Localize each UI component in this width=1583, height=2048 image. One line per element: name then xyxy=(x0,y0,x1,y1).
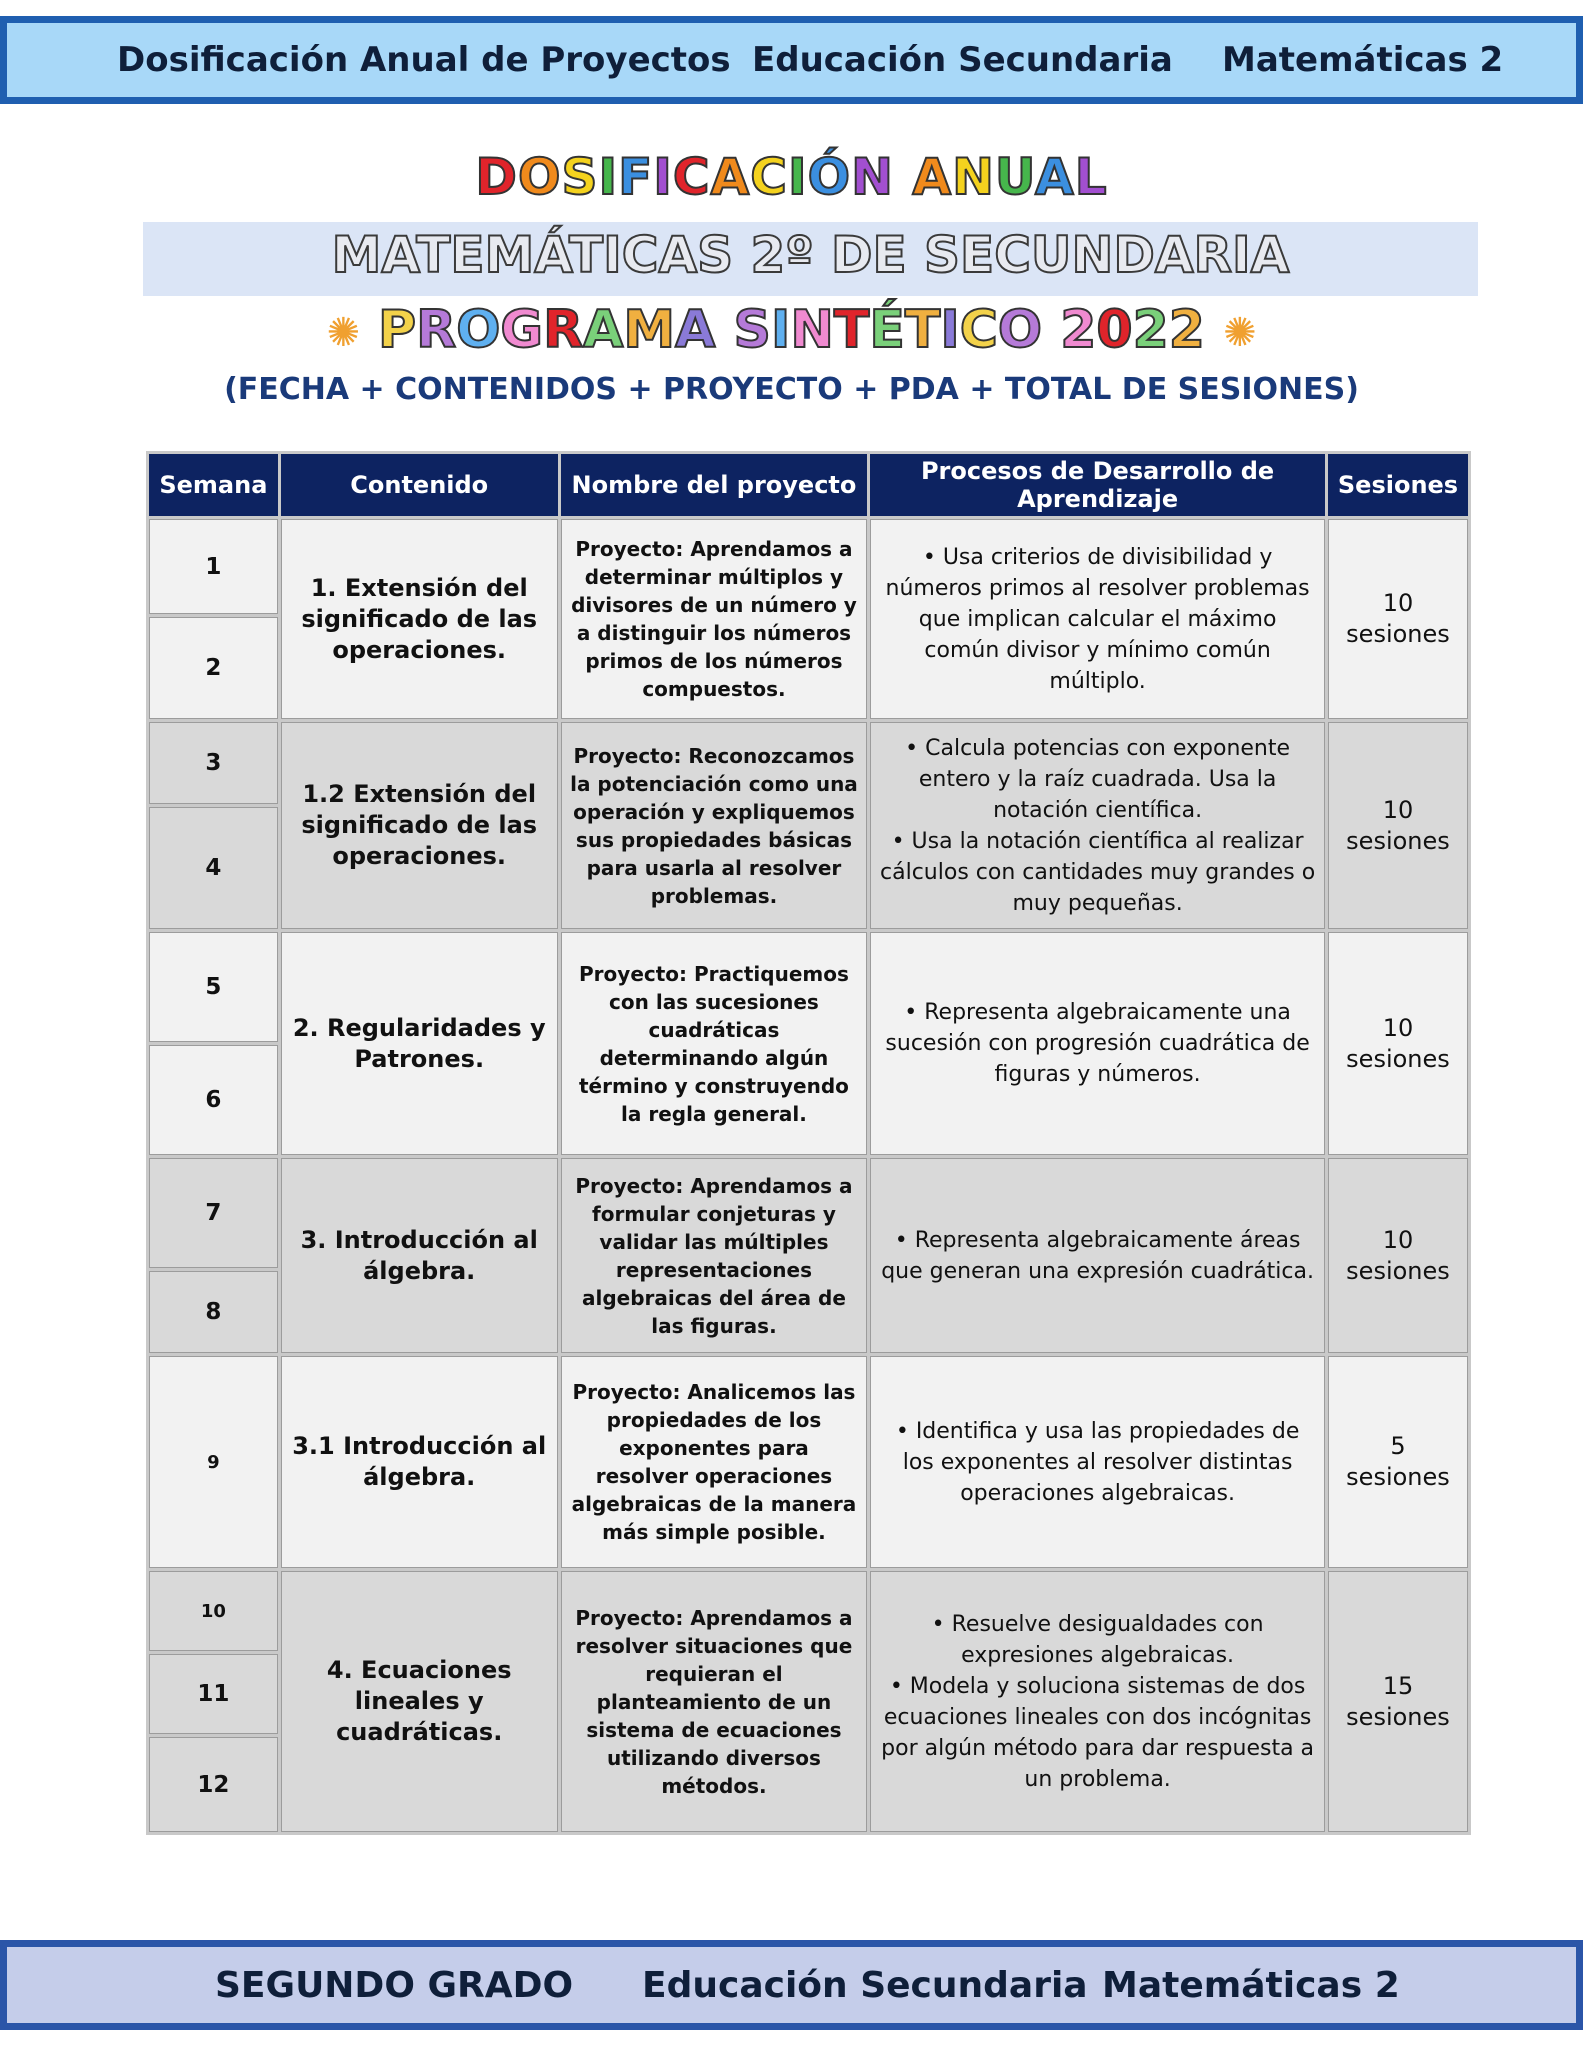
footer-center: Educación Secundaria xyxy=(642,1964,1088,2006)
header-sessions: Sesiones xyxy=(1328,454,1468,516)
sessions-cell: 10 sesiones xyxy=(1328,519,1468,719)
content-cell: 2. Regularidades y Patrones. xyxy=(281,932,558,1155)
table-row xyxy=(149,1158,1468,1268)
title-line-3: ✺ PROGRAMA SINTÉTICO 2022 ✺ xyxy=(326,300,1257,360)
content-cell: 4. Ecuaciones lineales y cuadráticas. xyxy=(281,1571,558,1832)
table-row xyxy=(149,932,1468,1042)
pda-cell xyxy=(870,1158,1325,1353)
pda-item: • Usa criterios de divisibilidad y números primos al resolver problemas que implican calcular el máximo común divisor y mínimo común múltiplo. xyxy=(885,544,1310,694)
title-summary: (FECHA + CONTENIDOS + PROYECTO + PDA + TOTAL DE SESIONES) xyxy=(224,372,1359,407)
week-cell: 2 xyxy=(149,617,278,719)
week-cell: 6 xyxy=(149,1045,278,1155)
pda-cell xyxy=(870,1356,1325,1568)
pda-cell xyxy=(870,722,1325,929)
week-cell: 4 xyxy=(149,807,278,929)
week-cell: 10 xyxy=(149,1571,278,1651)
footer-right: Matemáticas 2 xyxy=(1102,1964,1400,2006)
pda-item: • Resuelve desigualdades con expresiones algebraicas. xyxy=(931,1611,1264,1668)
table-row xyxy=(149,722,1468,804)
sessions-cell: 10 sesiones xyxy=(1328,1158,1468,1353)
pda-item: • Modela y soluciona sistemas de dos ecuaciones lineales con dos incógnitas por algún método para dar respuesta a un problema. xyxy=(881,1673,1315,1792)
footer-left: SEGUNDO GRADO xyxy=(215,1964,574,2006)
content-cell: 3. Introducción al álgebra. xyxy=(281,1158,558,1353)
project-cell: Proyecto: Aprendamos a resolver situaciones que requieran el planteamiento de un sistema de ecuaciones utilizando diversos métodos. xyxy=(561,1571,868,1832)
week-cell: 9 xyxy=(149,1356,278,1568)
pda-item: • Representa algebraicamente una sucesión con progresión cuadrática de figuras y números. xyxy=(885,1000,1310,1087)
sessions-cell: 10 sesiones xyxy=(1328,722,1468,929)
header-project: Nombre del proyecto xyxy=(561,454,868,516)
content-cell: 3.1 Introducción al álgebra. xyxy=(281,1356,558,1568)
sessions-cell: 15 sesiones xyxy=(1328,1571,1468,1832)
header-week: Semana xyxy=(149,454,278,516)
project-cell: Proyecto: Practiquemos con las sucesiones cuadráticas determinando algún término y construyendo la regla general. xyxy=(561,932,868,1155)
table-header-row xyxy=(149,454,1468,516)
project-cell: Proyecto: Aprendamos a determinar múltiplos y divisores de un número y a distinguir los números primos de los números compuestos. xyxy=(561,519,868,719)
project-cell: Proyecto: Analicemos las propiedades de los exponentes para resolver operaciones algebraicas de la manera más simple posible. xyxy=(561,1356,868,1568)
week-cell: 12 xyxy=(149,1737,278,1832)
week-cell: 5 xyxy=(149,932,278,1042)
header-pda: Procesos de Desarrollo de Aprendizaje xyxy=(870,454,1325,516)
plan-table xyxy=(146,451,1471,1835)
project-cell: Proyecto: Reconozcamos la potenciación como una operación y expliquemos sus propiedades básicas para usarla al resolver problemas. xyxy=(561,722,868,929)
week-cell: 8 xyxy=(149,1271,278,1353)
pda-item: • Identifica y usa las propiedades de los exponentes al resolver distintas operaciones algebraicas. xyxy=(895,1418,1300,1506)
content-cell: 1.2 Extensión del significado de las operaciones. xyxy=(281,722,558,929)
sessions-cell: 10 sesiones xyxy=(1328,932,1468,1155)
pda-cell xyxy=(870,932,1325,1155)
week-cell: 7 xyxy=(149,1158,278,1268)
week-cell: 1 xyxy=(149,519,278,614)
footer-band xyxy=(0,1940,1583,2030)
week-cell: 3 xyxy=(149,722,278,804)
header-band xyxy=(0,16,1583,104)
title-line-2: MATEMÁTICAS 2º DE SECUNDARIA xyxy=(331,226,1290,284)
pda-item: • Representa algebraicamente áreas que generan una expresión cuadrática. xyxy=(881,1227,1314,1284)
pda-cell xyxy=(870,1571,1325,1832)
header-left: Dosificación Anual de Proyectos xyxy=(117,40,731,80)
pda-item: • Usa la notación científica al realizar cálculos con cantidades muy grandes o muy pequeñas. xyxy=(880,828,1316,916)
pda-cell xyxy=(870,519,1325,719)
project-cell: Proyecto: Aprendamos a formular conjeturas y validar las múltiples representaciones algebraicas del área de las figuras. xyxy=(561,1158,868,1353)
week-cell: 11 xyxy=(149,1654,278,1734)
table-row xyxy=(149,1356,1468,1568)
sessions-cell: 5 sesiones xyxy=(1328,1356,1468,1568)
sun-flower-icon: ✺ xyxy=(1222,310,1257,356)
title-line-1: DOSIFICACIÓN ANUAL xyxy=(475,148,1108,206)
header-right: Matemáticas 2 xyxy=(1222,40,1504,80)
sun-flower-icon: ✺ xyxy=(326,310,361,356)
table-row xyxy=(149,1571,1468,1651)
pda-item: • Calcula potencias con exponente entero y la raíz cuadrada. Usa la notación científica. xyxy=(905,735,1291,823)
table-row xyxy=(149,519,1468,614)
content-cell: 1. Extensión del significado de las operaciones. xyxy=(281,519,558,719)
header-center: Educación Secundaria xyxy=(752,40,1173,80)
header-content: Contenido xyxy=(281,454,558,516)
